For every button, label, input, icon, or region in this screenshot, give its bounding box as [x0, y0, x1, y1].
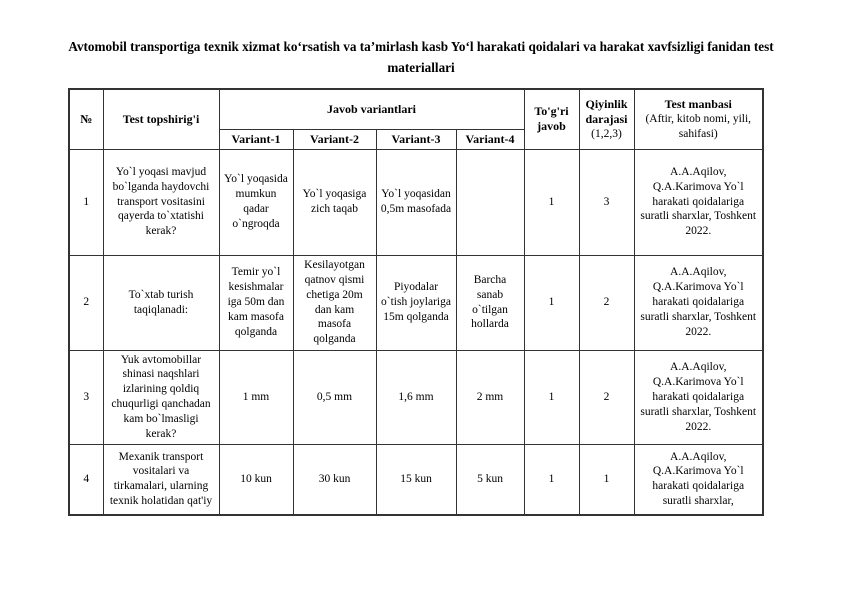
row-number-cell: 3: [69, 350, 103, 445]
variant3-header: Variant-3: [376, 129, 456, 149]
variant3-cell: 1,6 mm: [376, 350, 456, 445]
source-header-sub: (Aftir, kitob nomi, yili, sahifasi): [645, 113, 752, 140]
variant1-header: Variant-1: [219, 129, 293, 149]
difficulty-header-title: Qiyinlik darajasi: [585, 97, 628, 127]
variant3-cell: 15 kun: [376, 445, 456, 515]
source-header-title: Test manbasi: [664, 97, 732, 112]
source-cell: A.A.Aqilov, Q.A.Karimova Yo`l harakati qoidalariga suratli sharxlar, Toshkent 2022.: [634, 350, 763, 445]
source-cell: A.A.Aqilov, Q.A.Karimova Yo`l harakati qoidalariga suratli sharxlar,: [634, 445, 763, 515]
row-number-cell: 4: [69, 445, 103, 515]
variant2-cell: Kesilayotgan qatnov qismi chetiga 20m dan kam masofa qolganda: [293, 255, 376, 350]
source-cell: A.A.Aqilov, Q.A.Karimova Yo`l harakati qoidalariga suratli sharxlar, Toshkent 2022.: [634, 255, 763, 350]
task-cell: Mexanik transport vositalari va tirkamalari, ularning texnik holatidan qat'iy: [103, 445, 219, 515]
variant4-cell: Barcha sanab o`tilgan hollarda: [456, 255, 524, 350]
num-header: №: [69, 89, 103, 149]
table-header: [69, 89, 763, 149]
difficulty-cell: 3: [579, 149, 634, 255]
row-number-cell: 1: [69, 149, 103, 255]
task-header: Test topshirig'i: [103, 89, 219, 149]
correct-answer-cell: 1: [524, 445, 579, 515]
table-row: [69, 255, 763, 350]
correct-answer-cell: 1: [524, 149, 579, 255]
variant4-cell: 5 kun: [456, 445, 524, 515]
difficulty-cell: 2: [579, 255, 634, 350]
correct-answer-cell: 1: [524, 255, 579, 350]
variant4-cell: [456, 149, 524, 255]
variant3-cell: Piyodalar o`tish joylariga 15m qolganda: [376, 255, 456, 350]
header-row-1: [69, 89, 763, 129]
variant1-cell: 1 mm: [219, 350, 293, 445]
difficulty-header-sub: (1,2,3): [591, 128, 622, 141]
page-title: Avtomobil transportiga texnik xizmat ko‘rsatish va ta’mirlash kasb Yo‘l harakati qoidalari va harakat xavfsizligi fanidan test materiallari: [68, 39, 774, 75]
variant1-cell: Temir yo`l kesishmalar iga 50m dan kam masofa qolganda: [219, 255, 293, 350]
correct-answer-cell: 1: [524, 350, 579, 445]
variant2-cell: 30 kun: [293, 445, 376, 515]
variant2-cell: 0,5 mm: [293, 350, 376, 445]
variant3-cell: Yo`l yoqasidan 0,5m masofada: [376, 149, 456, 255]
difficulty-cell: 2: [579, 350, 634, 445]
table-body: [69, 149, 763, 515]
correct-answer-header: To'g'ri javob: [524, 89, 579, 149]
test-materials-table: [68, 88, 764, 516]
variant1-cell: 10 kun: [219, 445, 293, 515]
table-row: [69, 350, 763, 445]
difficulty-cell: 1: [579, 445, 634, 515]
source-header: [634, 89, 763, 149]
table-row: [69, 149, 763, 255]
variant2-cell: Yo`l yoqasiga zich taqab: [293, 149, 376, 255]
variant4-cell: 2 mm: [456, 350, 524, 445]
task-cell: Yo`l yoqasi mavjud bo`lganda haydovchi transport vositasini qayerda to`xtatishi kerak?: [103, 149, 219, 255]
source-cell: A.A.Aqilov, Q.A.Karimova Yo`l harakati qoidalariga suratli sharxlar, Toshkent 2022.: [634, 149, 763, 255]
variant4-header: Variant-4: [456, 129, 524, 149]
variant1-cell: Yo`l yoqasida mumkun qadar o`ngroqda: [219, 149, 293, 255]
task-cell: Yuk avtomobillar shinasi naqshlari izlarining qoldiq chuqurligi qanchadan kam bo`lmasligi kerak?: [103, 350, 219, 445]
variant2-header: Variant-2: [293, 129, 376, 149]
variants-group-header: Javob variantlari: [219, 89, 524, 129]
task-cell: To`xtab turish taqiqlanadi:: [103, 255, 219, 350]
table-row: [69, 445, 763, 515]
row-number-cell: 2: [69, 255, 103, 350]
difficulty-header: [579, 89, 634, 149]
